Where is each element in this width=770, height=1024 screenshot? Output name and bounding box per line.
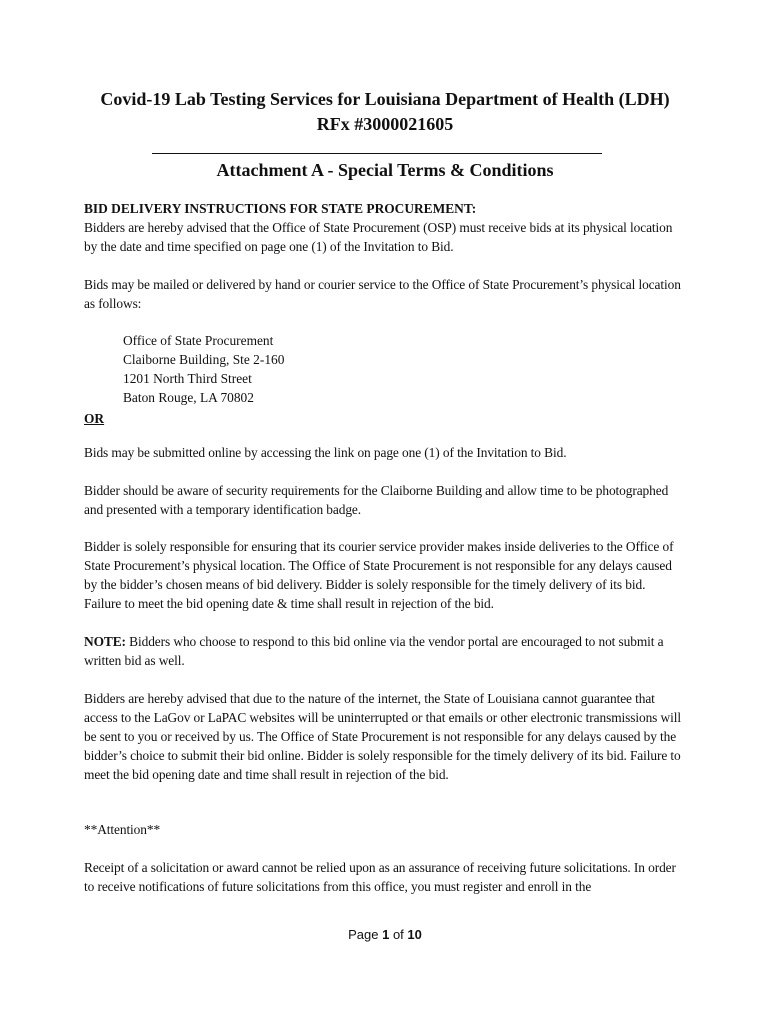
title-divider: [152, 153, 602, 154]
or-label: OR: [84, 411, 105, 426]
page-current: 1: [382, 927, 390, 942]
page-total: 10: [407, 927, 422, 942]
address-line-office: Office of State Procurement: [123, 333, 274, 348]
paragraph-delivery-notice: Bidders are hereby advised that the Office of State Procurement (OSP) must receive bids at its physical location by the date and time specified on page one (1) of the Invitation to Bid.: [84, 220, 673, 254]
page-of: of: [389, 927, 408, 942]
note-label: NOTE:: [84, 634, 126, 649]
note-text: Bidders who choose to respond to this bid online via the vendor portal are encouraged to not submit a written bid as well.: [84, 634, 664, 668]
attention-label: **Attention**: [84, 822, 161, 837]
address-line-building: Claiborne Building, Ste 2-160: [123, 352, 285, 367]
paragraph-mail-delivery: Bids may be mailed or delivered by hand or courier service to the Office of State Procurement’s physical location as follows:: [84, 277, 681, 311]
page-prefix: Page: [348, 927, 383, 942]
paragraph-courier: Bidder is solely responsible for ensuring that its courier service provider makes inside deliveries to the Office of State Procurement’s physical location. The Office of State Procurement is not responsible for any delays caused by the bidder’s chosen means of bid delivery. Bidder is solely responsible for the timely delivery of its bid. Failure to meet the bid opening date & time shall result in rejection of the bid.: [84, 539, 674, 611]
paragraph-note: [84, 632, 684, 670]
paragraph-registration: Receipt of a solicitation or award cannot be relied upon as an assurance of receiving future solicitations. In order to receive notifications of future solicitations from this office, you must register and enroll in the: [84, 860, 676, 894]
document-title: Covid-19 Lab Testing Services for Louisiana Department of Health (LDH): [100, 89, 670, 109]
paragraph-internet: Bidders are hereby advised that due to the nature of the internet, the State of Louisiana cannot guarantee that access to the LaGov or LaPAC websites will be uninterrupted or that emails or other electronic transmissions will be sent to you or received by us. The Office of State Procurement is not responsible for any delays caused by the bidder’s choice to submit their bid online. Bidder is solely responsible for the timely delivery of its bid. Failure to meet the bid opening date and time shall result in rejection of the bid.: [84, 691, 681, 782]
page-number: [0, 926, 770, 944]
address-line-city: Baton Rouge, LA 70802: [123, 390, 254, 405]
address-block: [123, 331, 523, 407]
paragraph-security: Bidder should be aware of security requirements for the Claiborne Building and allow time to be photographed and presented with a temporary identification badge.: [84, 483, 669, 517]
address-line-street: 1201 North Third Street: [123, 371, 252, 386]
rfx-number: RFx #3000021605: [316, 114, 454, 134]
attachment-title: Attachment A - Special Terms & Conditions: [216, 160, 554, 180]
section-heading: BID DELIVERY INSTRUCTIONS FOR STATE PROCUREMENT:: [84, 201, 477, 216]
paragraph-online-submission: Bids may be submitted online by accessing the link on page one (1) of the Invitation to Bid.: [84, 445, 567, 460]
